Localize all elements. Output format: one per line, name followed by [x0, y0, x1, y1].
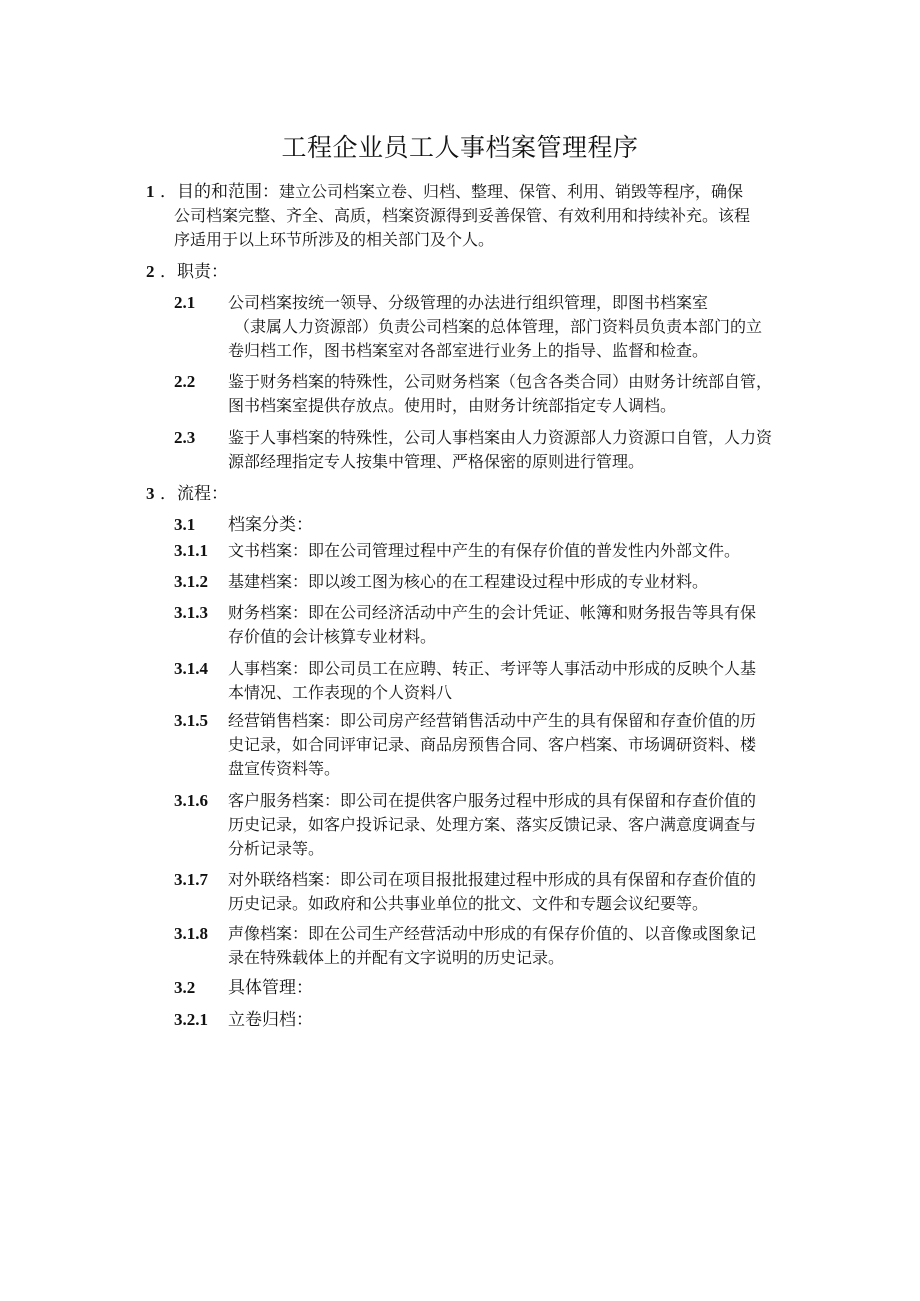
- paragraph-line: 对外联络档案：即公司在项目报批报建过程中形成的具有保留和存查价值的: [228, 870, 757, 889]
- paragraph-line: 文书档案：即在公司管理过程中产生的有保存价值的普发性内外部文件。: [228, 541, 741, 560]
- paragraph-line: 源部经理指定专人按集中管理、严格保密的原则进行管理。: [228, 452, 645, 471]
- item-number: 2.3: [174, 428, 196, 447]
- section-number: 2: [146, 262, 155, 281]
- item-number: 3.1.4: [174, 659, 208, 678]
- item-number: 3.1.6: [174, 791, 208, 810]
- item-number: 3.1.2: [174, 572, 208, 591]
- item-number: 3.2: [174, 978, 196, 997]
- item-number: 3.1.8: [174, 924, 208, 943]
- paragraph-line: 基建档案：即以竣工图为核心的在工程建设过程中形成的专业材料。: [228, 572, 709, 591]
- section-number: 1: [146, 182, 155, 201]
- paragraph-line: 盘宣传资料等。: [228, 759, 341, 778]
- paragraph-line: 建立公司档案立卷、归档、整理、保管、利用、销毁等程序，确保: [279, 182, 744, 201]
- item-heading: 档案分类：: [228, 515, 313, 535]
- paragraph-line: 经营销售档案：即公司房产经营销售活动中产生的具有保留和存查价值的历: [228, 711, 757, 730]
- item-number: 3.1: [174, 515, 196, 534]
- section-number: 3: [146, 484, 155, 503]
- item-number: 3.1.7: [174, 870, 208, 889]
- item-number: 3.1.1: [174, 541, 208, 560]
- item-number: 3.1.3: [174, 603, 208, 622]
- paragraph-line: 卷归档工作，图书档案室对各部室进行业务上的指导、监督和检查。: [228, 341, 709, 360]
- paragraph-line: （隶属人力资源部）负责公司档案的总体管理，部门资料员负责本部门的立: [234, 317, 763, 336]
- paragraph-line: 公司档案完整、齐全、高质，档案资源得到妥善保管、有效利用和持续补充。该程: [174, 206, 751, 225]
- item-number: 3.1.5: [174, 711, 208, 730]
- paragraph-line: 客户服务档案：即公司在提供客户服务过程中形成的具有保留和存查价值的: [228, 791, 757, 810]
- paragraph-line: 历史记录。如政府和公共事业单位的批文、文件和专题会议纪要等。: [228, 894, 709, 913]
- section-heading: ．流程：: [160, 484, 228, 504]
- paragraph-line: 声像档案：即在公司生产经营活动中形成的有保存价值的、以音像或图象记: [228, 924, 757, 943]
- paragraph-line: 分析记录等。: [228, 839, 325, 858]
- paragraph-line: 鉴于人事档案的特殊性，公司人事档案由人力资源部人力资源口自管，人力资: [228, 428, 773, 447]
- paragraph-line: 图书档案室提供存放点。使用时，由财务计统部指定专人调档。: [228, 396, 677, 415]
- item-heading: 立卷归档：: [228, 1010, 313, 1030]
- item-number: 2.2: [174, 372, 196, 391]
- paragraph-line: 史记录，如合同评审记录、商品房预售合同、客户档案、市场调研资料、楼: [228, 735, 757, 754]
- paragraph-line: 鉴于财务档案的特殊性，公司财务档案（包含各类合同）由财务计统部自管，: [228, 372, 773, 391]
- paragraph-line: 历史记录，如客户投诉记录、处理方案、落实反馈记录、客户满意度调查与: [228, 815, 757, 834]
- paragraph-line: 人事档案：即公司员工在应聘、转正、考评等人事活动中形成的反映个人基: [228, 659, 757, 678]
- paragraph-line: 财务档案：即在公司经济活动中产生的会计凭证、帐簿和财务报告等具有保: [228, 603, 757, 622]
- paragraph-line: 本情况、工作表现的个人资料八: [228, 683, 453, 702]
- document-title: 工程企业员工人事档案管理程序: [281, 133, 639, 162]
- paragraph-line: 公司档案按统一领导、分级管理的办法进行组织管理，即图书档案室: [228, 293, 709, 312]
- item-number: 3.2.1: [174, 1010, 208, 1029]
- paragraph-line: 存价值的会计核算专业材料。: [228, 627, 437, 646]
- paragraph-line: 序适用于以上环节所涉及的相关部门及个人。: [174, 230, 495, 249]
- item-heading: 具体管理：: [228, 978, 313, 998]
- section-heading: ．目的和范围：: [160, 182, 279, 202]
- paragraph-line: 录在特殊载体上的并配有文字说明的历史记录。: [228, 948, 565, 967]
- item-number: 2.1: [174, 293, 196, 312]
- section-heading: ．职责：: [160, 262, 228, 282]
